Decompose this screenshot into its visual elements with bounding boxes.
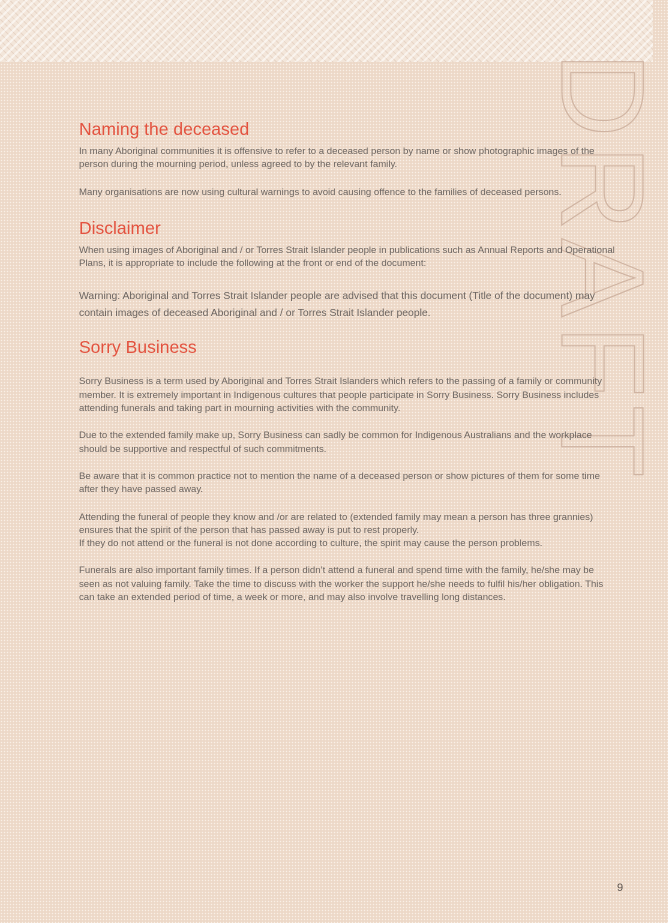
paragraph-sorry-2: Due to the extended family make up, Sorry Business can sadly be common for Indigenous Australians and the workplace should be supportive and respectful of such commitments. — [79, 430, 593, 455]
paragraph-sorry-4a: Attending the funeral of people they know and /or are related to (extended family may mean a person has three grannies) ensures that the spirit of the person that has passed away is put to rest properly. — [79, 511, 594, 536]
heading-disclaimer: Disclaimer — [79, 217, 161, 238]
paragraph-disclaimer-1: When using images of Aboriginal and / or Torres Strait Islander people in publications such as Annual Reports and Operational Plans, it is appropriate to include the following at the front or end of the document: — [79, 244, 615, 270]
paragraph-sorry-3: Be aware that it is common practice not to mention the name of a deceased person or show pictures of them for some time after they have passed away. — [79, 470, 600, 496]
heading-sorry-business: Sorry Business — [79, 337, 197, 358]
page-content — [79, 118, 615, 604]
paragraph-sorry-1: Sorry Business is a term used by Aboriginal and Torres Strait Islanders which refers to the passing of a family or community member. It is extremely important in Indigenous cultures that people participate in Sorry Business. Sorry Business includes attending funerals and taking part in mourning activities with the community. — [79, 376, 602, 415]
paragraph-naming-2: Many organisations are now using cultural warnings to avoid causing offence to the families of deceased persons. — [79, 186, 562, 198]
heading-naming-the-deceased: Naming the deceased — [79, 119, 250, 139]
draft-watermark: DRAFT — [536, 52, 668, 486]
paragraph-sorry-4b: If they do not attend or the funeral is not done according to culture, the spirit may cause the person problems. — [79, 538, 543, 550]
page-number: 9 — [617, 882, 624, 894]
paragraph-naming-1: In many Aboriginal communities it is offensive to refer to a deceased person by name or show photographic images of the person during the mourning period, unless agreed to by the relevant family. — [79, 146, 595, 171]
warning-statement: Warning: Aboriginal and Torres Strait Islander people are advised that this document (Title of the document) may contain images of deceased Aboriginal and / or Torres Strait Islander people. — [79, 291, 595, 320]
paragraph-sorry-5: Funerals are also important family times. If a person didn’t attend a funeral and spend time with the family, he/she may be seen as not valuing family. Take the time to discuss with the worker the support he/she needs to fulfil his/her obligation. This can take an extended period of time, a week or more, and may also involve travelling long distances. — [79, 565, 604, 604]
